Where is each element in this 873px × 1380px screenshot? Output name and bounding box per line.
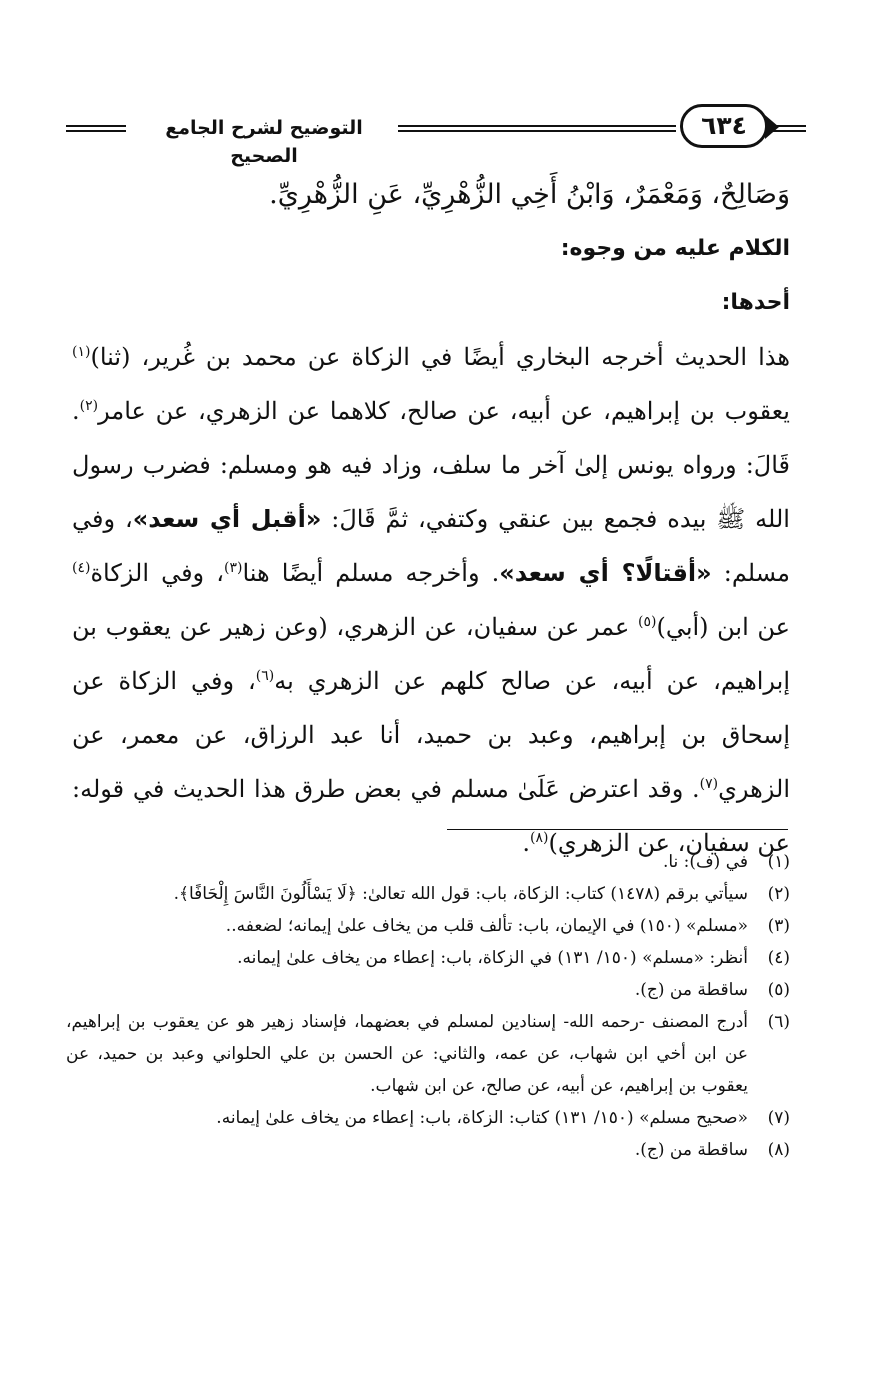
footnote-text: أنظر: «مسلم» (١٥٠/ ١٣١) في الزكاة، باب: إعطاء من يخاف علىٰ إيمانه. (237, 948, 748, 968)
footnote-text: «صحيح مسلم» (١٥٠/ ١٣١) كتاب: الزكاة، باب: إعطاء من يخاف علىٰ إيمانه. (216, 1108, 748, 1128)
running-title: التوضيح لشرح الجامع الصحيح (165, 117, 363, 167)
footnote-6 (66, 1006, 790, 1102)
footnote-text: ساقطة من (ج). (634, 1140, 748, 1160)
footnote-ref: (٤) (72, 560, 91, 576)
body-paragraph (72, 330, 790, 870)
footnote-number: (١) (767, 852, 790, 872)
text-segment: عن ابن (أبي) (656, 613, 791, 641)
quoted-hadith: «أقبل أي سعد» (132, 505, 322, 533)
footnote-ref: (٥) (637, 614, 657, 630)
footnote-3 (66, 910, 790, 942)
footnote-text: أدرج المصنف -رحمه الله- إسنادين لمسلم في بعضهما، فإسناد زهير هو عن يعقوب بن إبراهيم، عن ابن أخي ابن شهاب، عن عمه، والثاني: عن الحسن بن علي الحلواني وعبد بن حميد، عن يعقوب بن إبراهيم، عن أبيه، عن صالح، عن ابن شهاب. (66, 1012, 748, 1096)
header-rule-right (772, 125, 806, 132)
footnotes (66, 846, 790, 1166)
text-segment: ، وفي الزكاة عن إسحاق بن إبراهيم، وعبد بن حميد، أنا عبد الرزاق، عن معمر، عن الزهري (72, 667, 790, 803)
footnote-ref: (٢) (79, 398, 99, 414)
footnote-8 (66, 1134, 790, 1166)
chain-line: وَصَالِحٌ، وَمَعْمَرٌ، وَابْنُ أَخِي الزُّهْرِيِّ، عَنِ الزُّهْرِيِّ. (269, 179, 790, 210)
text-segment: هذا الحديث أخرجه البخاري أيضًا في الزكاة عن محمد بن غُرير، (ثنا) (90, 343, 790, 371)
section-heading: الكلام عليه من وجوه: (560, 236, 790, 261)
text-segment: ، وفي الزكاة (90, 559, 224, 587)
text-segment: . (522, 829, 531, 857)
header-rule-middle (398, 125, 676, 132)
footnote-4 (66, 942, 790, 974)
footnote-2 (66, 878, 790, 910)
footnote-number: (٨) (767, 1140, 790, 1160)
footnote-number: (٤) (767, 948, 790, 968)
footnote-7 (66, 1102, 790, 1134)
footnote-5 (66, 974, 790, 1006)
footnote-number: (٦) (767, 1012, 790, 1032)
header-rule-left (66, 125, 126, 132)
main-text (72, 168, 790, 870)
text-segment: ، وفي مسلم: (72, 505, 790, 587)
footnote-number: (٣) (767, 916, 790, 936)
footnote-ref: (٦) (255, 668, 275, 684)
footnote-ref: (١) (72, 344, 91, 360)
text-segment: . قَالَ: ورواه يونس إلىٰ آخر ما سلف، وزاد فيه هو ومسلم: فضرب رسول الله ﷺ بيده فجمع بين عنقي وكتفي، ثمَّ قَالَ: (72, 397, 790, 533)
footnote-text: ساقطة من (ج). (634, 980, 748, 1000)
footnote-text: في (ف): نا. (662, 852, 748, 872)
text-segment: . وقد اعترض عَلَىٰ مسلم في بعض طرق هذا الحديث في قوله: عن سفيان، عن الزهري) (72, 775, 790, 857)
footnote-text: «مسلم» (١٥٠) في الإيمان، باب: تألف قلب من يخاف علىٰ إيمانه؛ لضعفه.. (225, 916, 748, 936)
footnote-number: (٧) (767, 1108, 790, 1128)
text-segment: . وأخرجه مسلم أيضًا هنا (242, 559, 500, 587)
text-segment: يعقوب بن إبراهيم، عن أبيه، عن صالح، كلاهما عن الزهري، عن عامر (98, 397, 790, 425)
footnote-separator (447, 829, 788, 830)
footnote-ref: (٣) (223, 560, 243, 576)
text-segment: عمر عن سفيان، عن الزهري، (وعن زهير عن يعقوب بن إبراهيم، عن أبيه، عن صالح كلهم عن الزهري به (72, 613, 791, 695)
footnote-ref: (٧) (699, 776, 719, 792)
footnote-number: (٥) (767, 980, 790, 1000)
footnote-ref: (٨) (530, 830, 549, 846)
quoted-hadith: «أقتالًا؟ أي سعد» (499, 559, 712, 587)
footnote-1 (66, 846, 790, 878)
footnote-number: (٢) (767, 884, 790, 904)
page-number: ٦٣٤ (680, 104, 768, 148)
page-header (66, 104, 806, 167)
subsection-heading: أحدها: (721, 290, 790, 315)
footnote-text: سيأتي برقم (١٤٧٨) كتاب: الزكاة، باب: قول الله تعالىٰ: ﴿لَا يَسْأَلُونَ النَّاسَ إِلْحَافًا﴾. (173, 884, 748, 904)
